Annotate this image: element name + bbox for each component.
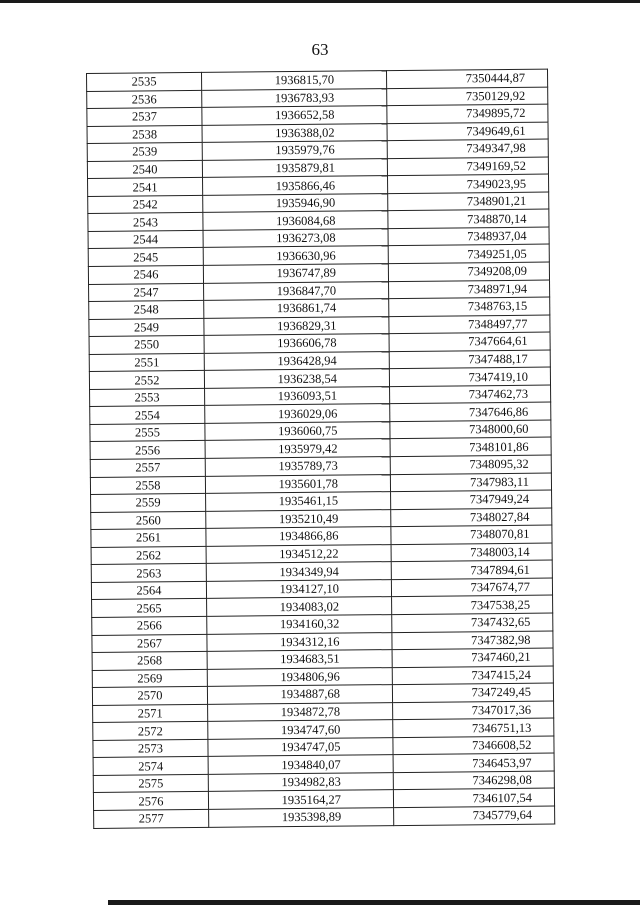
y-coordinate-cell: 7346107,54 bbox=[393, 788, 554, 807]
y-coordinate-cell: 7346751,13 bbox=[393, 718, 554, 737]
y-coordinate-cell: 7349023,95 bbox=[388, 174, 549, 193]
y-coordinate-cell: 7348763,15 bbox=[389, 297, 550, 316]
y-coordinate-cell: 7348971,94 bbox=[389, 280, 550, 299]
y-coordinate-cell: 7346608,52 bbox=[393, 736, 554, 755]
point-number-cell: 2550 bbox=[89, 336, 204, 355]
point-number-cell: 2568 bbox=[92, 651, 207, 670]
x-coordinate-cell: 1936783,93 bbox=[202, 88, 387, 107]
x-coordinate-cell: 1935601,78 bbox=[205, 474, 390, 493]
coordinates-table bbox=[86, 69, 555, 829]
point-number-cell: 2576 bbox=[93, 792, 208, 811]
point-number-cell: 2541 bbox=[88, 178, 203, 197]
x-coordinate-cell: 1936428,94 bbox=[204, 351, 389, 370]
scan-edge-bottom bbox=[108, 900, 640, 905]
point-number-cell: 2572 bbox=[93, 722, 208, 741]
x-coordinate-cell: 1934982,83 bbox=[208, 772, 393, 791]
y-coordinate-cell: 7347432,65 bbox=[392, 613, 553, 632]
y-coordinate-cell: 7348095,32 bbox=[390, 455, 551, 474]
y-coordinate-cell: 7350129,92 bbox=[387, 87, 548, 106]
x-coordinate-cell: 1934083,02 bbox=[207, 597, 392, 616]
x-coordinate-cell: 1936084,68 bbox=[203, 211, 388, 230]
point-number-cell: 2566 bbox=[92, 616, 207, 635]
point-number-cell: 2570 bbox=[92, 687, 207, 706]
y-coordinate-cell: 7348497,77 bbox=[389, 315, 550, 334]
y-coordinate-cell: 7347646,86 bbox=[390, 402, 551, 421]
x-coordinate-cell: 1935789,73 bbox=[205, 457, 390, 476]
y-coordinate-cell: 7348003,14 bbox=[391, 543, 552, 562]
point-number-cell: 2567 bbox=[92, 634, 207, 653]
y-coordinate-cell: 7347382,98 bbox=[392, 631, 553, 650]
x-coordinate-cell: 1934840,07 bbox=[208, 755, 393, 774]
point-number-cell: 2535 bbox=[87, 72, 202, 91]
x-coordinate-cell: 1935164,27 bbox=[208, 790, 393, 809]
y-coordinate-cell: 7348937,04 bbox=[388, 227, 549, 246]
x-coordinate-cell: 1934747,05 bbox=[208, 737, 393, 756]
y-coordinate-cell: 7349169,52 bbox=[387, 157, 548, 176]
y-coordinate-cell: 7345779,64 bbox=[394, 806, 555, 825]
y-coordinate-cell: 7347894,61 bbox=[391, 560, 552, 579]
x-coordinate-cell: 1936273,08 bbox=[203, 229, 388, 248]
x-coordinate-cell: 1934512,22 bbox=[206, 544, 391, 563]
x-coordinate-cell: 1936060,75 bbox=[205, 422, 390, 441]
point-number-cell: 2575 bbox=[93, 774, 208, 793]
y-coordinate-cell: 7349649,61 bbox=[387, 122, 548, 141]
point-number-cell: 2556 bbox=[90, 441, 205, 460]
point-number-cell: 2538 bbox=[87, 125, 202, 144]
point-number-cell: 2551 bbox=[89, 353, 204, 372]
table-row bbox=[94, 806, 555, 828]
x-coordinate-cell: 1936029,06 bbox=[205, 404, 390, 423]
point-number-cell: 2547 bbox=[89, 283, 204, 302]
point-number-cell: 2540 bbox=[87, 160, 202, 179]
point-number-cell: 2561 bbox=[91, 529, 206, 548]
y-coordinate-cell: 7347419,10 bbox=[389, 367, 550, 386]
y-coordinate-cell: 7346298,08 bbox=[393, 771, 554, 790]
x-coordinate-cell: 1934127,10 bbox=[206, 579, 391, 598]
y-coordinate-cell: 7346453,97 bbox=[393, 753, 554, 772]
x-coordinate-cell: 1936238,54 bbox=[204, 369, 389, 388]
point-number-cell: 2564 bbox=[91, 581, 206, 600]
x-coordinate-cell: 1936747,89 bbox=[203, 264, 388, 283]
point-number-cell: 2539 bbox=[87, 143, 202, 162]
y-coordinate-cell: 7347249,45 bbox=[392, 683, 553, 702]
y-coordinate-cell: 7348000,60 bbox=[390, 420, 551, 439]
x-coordinate-cell: 1935398,89 bbox=[209, 808, 394, 827]
point-number-cell: 2553 bbox=[90, 388, 205, 407]
x-coordinate-cell: 1936093,51 bbox=[205, 386, 390, 405]
point-number-cell: 2565 bbox=[92, 599, 207, 618]
point-number-cell: 2574 bbox=[93, 757, 208, 776]
point-number-cell: 2558 bbox=[90, 476, 205, 495]
point-number-cell: 2557 bbox=[90, 458, 205, 477]
point-number-cell: 2569 bbox=[92, 669, 207, 688]
x-coordinate-cell: 1934747,60 bbox=[208, 720, 393, 739]
x-coordinate-cell: 1934887,68 bbox=[207, 685, 392, 704]
point-number-cell: 2542 bbox=[88, 195, 203, 214]
point-number-cell: 2536 bbox=[87, 90, 202, 109]
y-coordinate-cell: 7347538,25 bbox=[392, 595, 553, 614]
point-number-cell: 2549 bbox=[89, 318, 204, 337]
point-number-cell: 2560 bbox=[91, 511, 206, 530]
y-coordinate-cell: 7349895,72 bbox=[387, 104, 548, 123]
y-coordinate-cell: 7348070,81 bbox=[391, 525, 552, 544]
point-number-cell: 2563 bbox=[91, 564, 206, 583]
page-number: 63 bbox=[311, 40, 329, 59]
y-coordinate-cell: 7349208,09 bbox=[388, 262, 549, 281]
x-coordinate-cell: 1935946,90 bbox=[203, 193, 388, 212]
y-coordinate-cell: 7347462,73 bbox=[390, 385, 551, 404]
point-number-cell: 2554 bbox=[90, 406, 205, 425]
x-coordinate-cell: 1934349,94 bbox=[206, 562, 391, 581]
point-number-cell: 2571 bbox=[93, 704, 208, 723]
y-coordinate-cell: 7347664,61 bbox=[389, 332, 550, 351]
point-number-cell: 2577 bbox=[94, 809, 209, 828]
y-coordinate-cell: 7349251,05 bbox=[388, 245, 549, 264]
y-coordinate-cell: 7347415,24 bbox=[392, 666, 553, 685]
x-coordinate-cell: 1936815,70 bbox=[201, 71, 386, 90]
x-coordinate-cell: 1936606,78 bbox=[204, 334, 389, 353]
x-coordinate-cell: 1934160,32 bbox=[207, 615, 392, 634]
x-coordinate-cell: 1934872,78 bbox=[208, 702, 393, 721]
x-coordinate-cell: 1935979,76 bbox=[202, 141, 387, 160]
point-number-cell: 2573 bbox=[93, 739, 208, 758]
x-coordinate-cell: 1936847,70 bbox=[204, 281, 389, 300]
x-coordinate-cell: 1934683,51 bbox=[207, 650, 392, 669]
point-number-cell: 2544 bbox=[88, 230, 203, 249]
x-coordinate-cell: 1936861,74 bbox=[204, 299, 389, 318]
x-coordinate-cell: 1935866,46 bbox=[203, 176, 388, 195]
y-coordinate-cell: 7347017,36 bbox=[393, 701, 554, 720]
point-number-cell: 2559 bbox=[91, 493, 206, 512]
x-coordinate-cell: 1935461,15 bbox=[206, 492, 391, 511]
x-coordinate-cell: 1935210,49 bbox=[206, 509, 391, 528]
x-coordinate-cell: 1936652,58 bbox=[202, 106, 387, 125]
x-coordinate-cell: 1934806,96 bbox=[207, 667, 392, 686]
point-number-cell: 2546 bbox=[88, 265, 203, 284]
y-coordinate-cell: 7349347,98 bbox=[387, 139, 548, 158]
x-coordinate-cell: 1936388,02 bbox=[202, 123, 387, 142]
y-coordinate-cell: 7347949,24 bbox=[391, 490, 552, 509]
point-number-cell: 2537 bbox=[87, 107, 202, 126]
y-coordinate-cell: 7347674,77 bbox=[391, 578, 552, 597]
point-number-cell: 2552 bbox=[89, 371, 204, 390]
point-number-cell: 2562 bbox=[91, 546, 206, 565]
x-coordinate-cell: 1935879,81 bbox=[202, 158, 387, 177]
y-coordinate-cell: 7347488,17 bbox=[389, 350, 550, 369]
point-number-cell: 2545 bbox=[88, 248, 203, 267]
y-coordinate-cell: 7350444,87 bbox=[386, 69, 547, 88]
scan-edge-top bbox=[0, 0, 640, 3]
y-coordinate-cell: 7347983,11 bbox=[390, 473, 551, 492]
x-coordinate-cell: 1936829,31 bbox=[204, 316, 389, 335]
point-number-cell: 2555 bbox=[90, 423, 205, 442]
x-coordinate-cell: 1934866,86 bbox=[206, 527, 391, 546]
x-coordinate-cell: 1934312,16 bbox=[207, 632, 392, 651]
y-coordinate-cell: 7348901,21 bbox=[388, 192, 549, 211]
point-number-cell: 2543 bbox=[88, 213, 203, 232]
y-coordinate-cell: 7348870,14 bbox=[388, 209, 549, 228]
x-coordinate-cell: 1936630,96 bbox=[203, 246, 388, 265]
y-coordinate-cell: 7348101,86 bbox=[390, 438, 551, 457]
x-coordinate-cell: 1935979,42 bbox=[205, 439, 390, 458]
y-coordinate-cell: 7348027,84 bbox=[391, 508, 552, 527]
point-number-cell: 2548 bbox=[89, 300, 204, 319]
coordinates-table-body bbox=[87, 69, 555, 828]
y-coordinate-cell: 7347460,21 bbox=[392, 648, 553, 667]
coordinates-table-container bbox=[86, 69, 553, 829]
